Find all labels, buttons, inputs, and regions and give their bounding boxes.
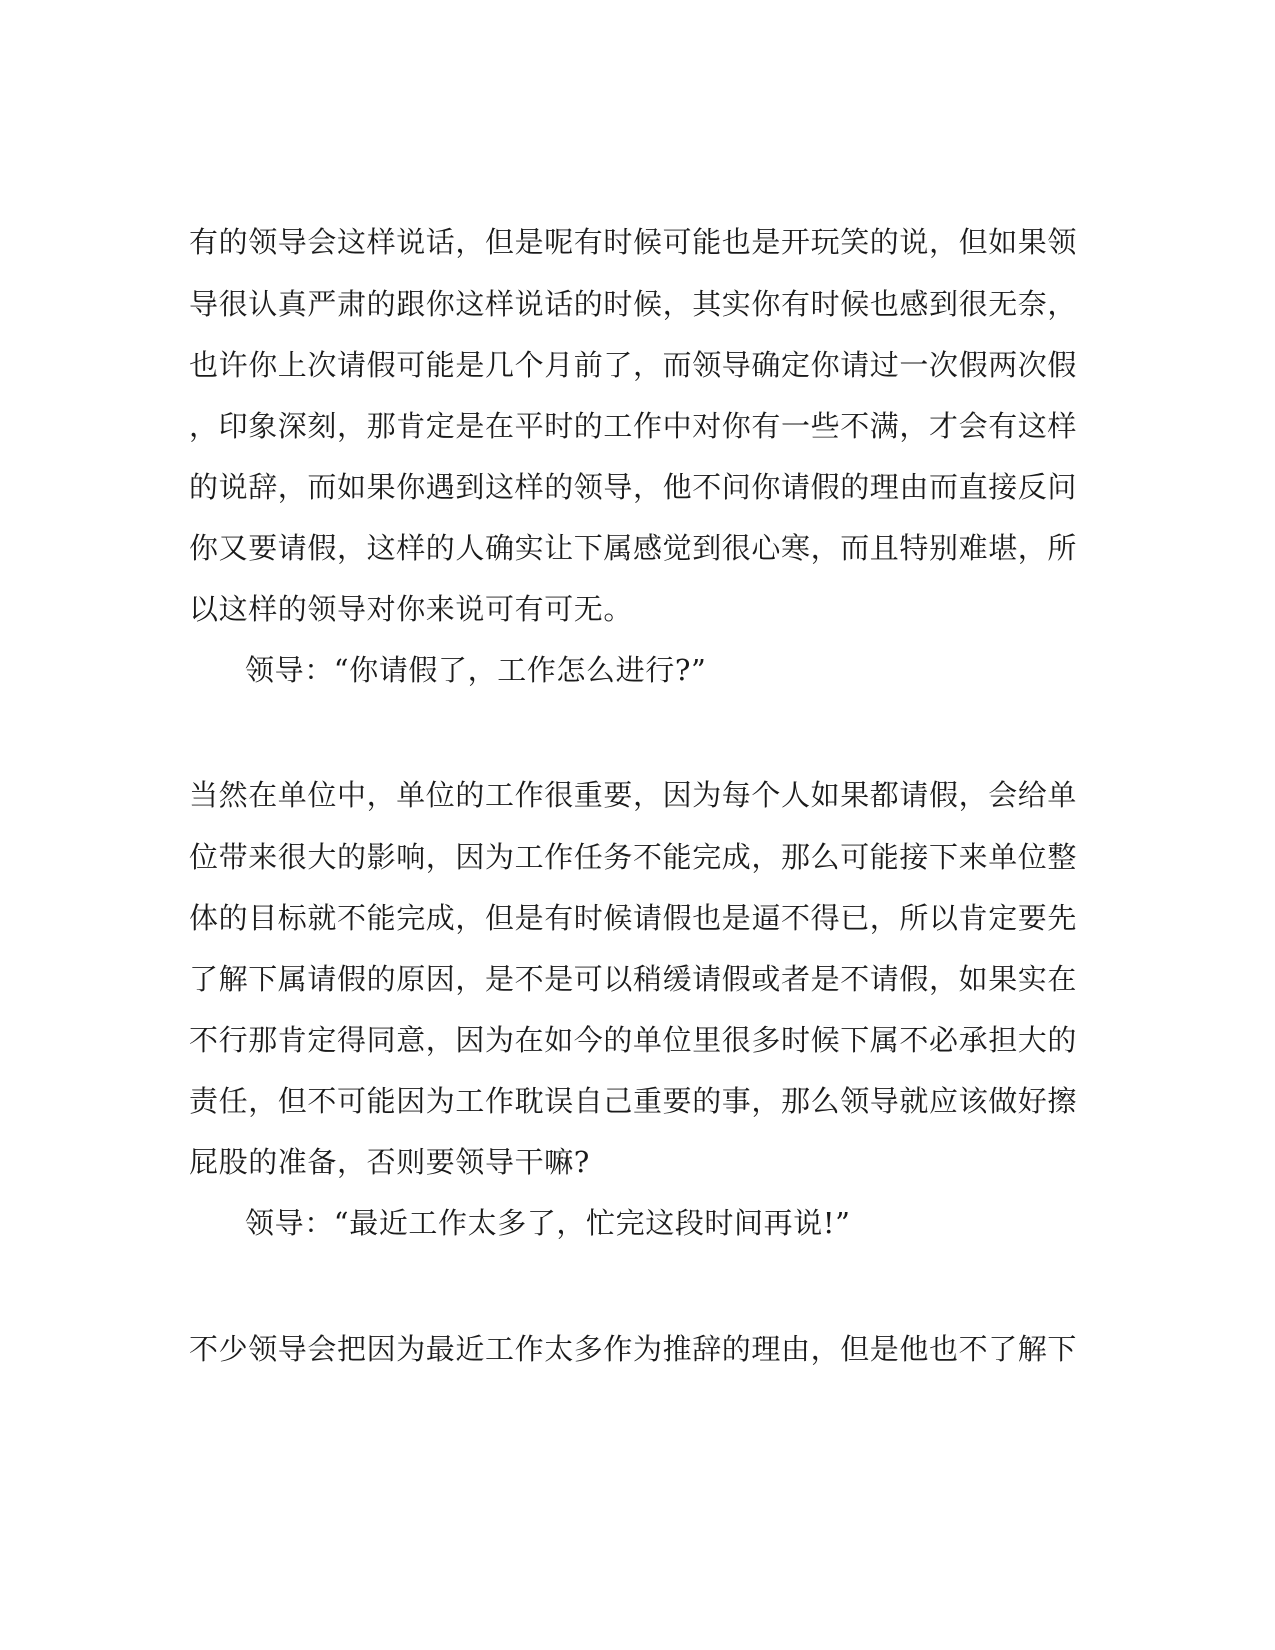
paragraph-2-line-4: 了解下属请假的原因，是不是可以稍缓请假或者是不请假，如果实在 <box>189 962 1078 996</box>
paragraph-2-line-2: 位带来很大的影响，因为工作任务不能完成，那么可能接下来单位整 <box>189 840 1078 874</box>
quote-1: 领导：“你请假了，工作怎么进行?” <box>245 653 707 687</box>
paragraph-1-line-2: 导很认真严肃的跟你这样说话的时候，其实你有时候也感到很无奈， <box>189 287 1078 321</box>
paragraph-1-line-3: 也许你上次请假可能是几个月前了，而领导确定你请过一次假两次假 <box>189 348 1078 382</box>
paragraph-1-line-7: 以这样的领导对你来说可有可无。 <box>189 592 634 626</box>
quote-2: 领导：“最近工作太多了，忙完这段时间再说!” <box>245 1206 851 1240</box>
paragraph-2-line-7: 屁股的准备，否则要领导干嘛? <box>189 1145 590 1179</box>
paragraph-3-line-1: 不少领导会把因为最近工作太多作为推辞的理由，但是他也不了解下 <box>189 1332 1078 1366</box>
paragraph-1-line-6: 你又要请假，这样的人确实让下属感觉到很心寒，而且特别难堪，所 <box>189 531 1078 565</box>
paragraph-2-line-5: 不行那肯定得同意，因为在如今的单位里很多时候下属不必承担大的 <box>189 1023 1078 1057</box>
paragraph-1-line-5: 的说辞，而如果你遇到这样的领导，他不问你请假的理由而直接反问 <box>189 470 1078 504</box>
paragraph-1-line-4: ，印象深刻，那肯定是在平时的工作中对你有一些不满，才会有这样 <box>189 409 1078 443</box>
paragraph-2-line-6: 责任，但不可能因为工作耽误自己重要的事，那么领导就应该做好擦 <box>189 1084 1078 1118</box>
paragraph-1-line-1: 有的领导会这样说话，但是呢有时候可能也是开玩笑的说，但如果领 <box>189 225 1078 259</box>
paragraph-2-line-3: 体的目标就不能完成，但是有时候请假也是逼不得已，所以肯定要先 <box>189 901 1078 935</box>
paragraph-2-line-1: 当然在单位中，单位的工作很重要，因为每个人如果都请假，会给单 <box>189 778 1078 812</box>
